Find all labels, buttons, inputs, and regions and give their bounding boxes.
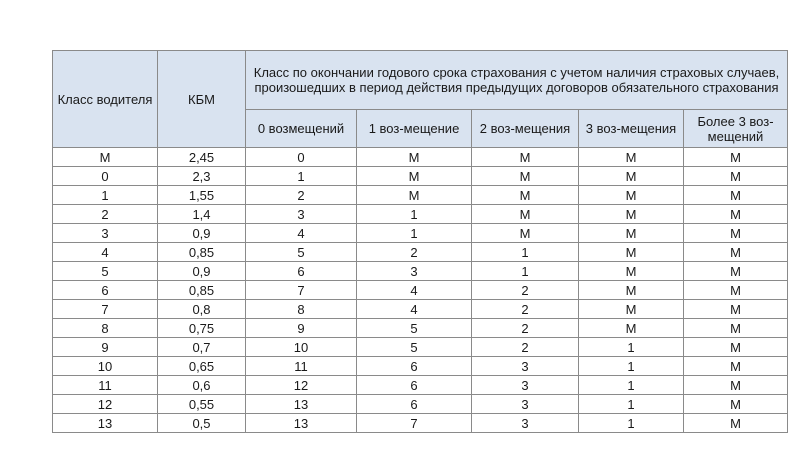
cell-1-claim: 2 bbox=[357, 243, 472, 262]
table-row bbox=[53, 243, 788, 262]
cell-kbm: 0,65 bbox=[158, 357, 246, 376]
cell-2-claims: М bbox=[472, 148, 579, 167]
cell-1-claim: 3 bbox=[357, 262, 472, 281]
cell-driver-class: 8 bbox=[53, 319, 158, 338]
cell-more-than-3-claims: М bbox=[684, 376, 788, 395]
table-body bbox=[53, 148, 788, 433]
cell-kbm: 2,3 bbox=[158, 167, 246, 186]
cell-driver-class: 9 bbox=[53, 338, 158, 357]
cell-2-claims: 2 bbox=[472, 281, 579, 300]
cell-more-than-3-claims: М bbox=[684, 319, 788, 338]
cell-kbm: 1,4 bbox=[158, 205, 246, 224]
cell-kbm: 0,5 bbox=[158, 414, 246, 433]
cell-0-claims: 13 bbox=[246, 414, 357, 433]
cell-0-claims: 10 bbox=[246, 338, 357, 357]
table-row bbox=[53, 376, 788, 395]
cell-2-claims: 1 bbox=[472, 243, 579, 262]
cell-3-claims: М bbox=[579, 262, 684, 281]
cell-2-claims: 3 bbox=[472, 414, 579, 433]
cell-more-than-3-claims: М bbox=[684, 395, 788, 414]
table-row bbox=[53, 281, 788, 300]
cell-2-claims: М bbox=[472, 167, 579, 186]
table-row bbox=[53, 167, 788, 186]
cell-2-claims: 1 bbox=[472, 262, 579, 281]
cell-more-than-3-claims: М bbox=[684, 281, 788, 300]
cell-1-claim: М bbox=[357, 148, 472, 167]
header-1-claim: 1 воз-мещение bbox=[357, 110, 472, 148]
cell-kbm: 2,45 bbox=[158, 148, 246, 167]
table-row bbox=[53, 186, 788, 205]
cell-more-than-3-claims: М bbox=[684, 262, 788, 281]
cell-3-claims: М bbox=[579, 186, 684, 205]
cell-0-claims: 6 bbox=[246, 262, 357, 281]
cell-more-than-3-claims: М bbox=[684, 357, 788, 376]
table-row bbox=[53, 224, 788, 243]
cell-1-claim: 5 bbox=[357, 319, 472, 338]
cell-3-claims: М bbox=[579, 167, 684, 186]
cell-kbm: 0,7 bbox=[158, 338, 246, 357]
cell-3-claims: 1 bbox=[579, 395, 684, 414]
table-row bbox=[53, 205, 788, 224]
cell-kbm: 0,55 bbox=[158, 395, 246, 414]
cell-more-than-3-claims: М bbox=[684, 224, 788, 243]
cell-2-claims: М bbox=[472, 186, 579, 205]
header-class-after-term: Класс по окончании годового срока страхования с учетом наличия страховых случаев, произошедших в период действия предыдущих договоров обязательного страхования bbox=[246, 51, 788, 110]
cell-driver-class: 7 bbox=[53, 300, 158, 319]
cell-1-claim: 1 bbox=[357, 205, 472, 224]
cell-3-claims: 1 bbox=[579, 338, 684, 357]
cell-more-than-3-claims: М bbox=[684, 205, 788, 224]
cell-2-claims: 2 bbox=[472, 300, 579, 319]
table-row bbox=[53, 338, 788, 357]
cell-2-claims: 3 bbox=[472, 357, 579, 376]
cell-0-claims: 5 bbox=[246, 243, 357, 262]
header-more-than-3-claims: Более 3 воз-мещений bbox=[684, 110, 788, 148]
cell-1-claim: М bbox=[357, 167, 472, 186]
cell-more-than-3-claims: М bbox=[684, 414, 788, 433]
cell-1-claim: 4 bbox=[357, 300, 472, 319]
cell-more-than-3-claims: М bbox=[684, 148, 788, 167]
cell-0-claims: 7 bbox=[246, 281, 357, 300]
cell-1-claim: 7 bbox=[357, 414, 472, 433]
cell-1-claim: М bbox=[357, 186, 472, 205]
cell-kbm: 0,85 bbox=[158, 281, 246, 300]
cell-0-claims: 3 bbox=[246, 205, 357, 224]
cell-kbm: 0,85 bbox=[158, 243, 246, 262]
cell-2-claims: М bbox=[472, 205, 579, 224]
cell-3-claims: М bbox=[579, 148, 684, 167]
cell-more-than-3-claims: М bbox=[684, 186, 788, 205]
table-row bbox=[53, 262, 788, 281]
cell-3-claims: М bbox=[579, 243, 684, 262]
cell-driver-class: 5 bbox=[53, 262, 158, 281]
cell-2-claims: 2 bbox=[472, 319, 579, 338]
cell-kbm: 0,9 bbox=[158, 224, 246, 243]
cell-more-than-3-claims: М bbox=[684, 300, 788, 319]
cell-driver-class: М bbox=[53, 148, 158, 167]
cell-driver-class: 4 bbox=[53, 243, 158, 262]
table-row bbox=[53, 148, 788, 167]
header-kbm: КБМ bbox=[158, 51, 246, 148]
cell-0-claims: 2 bbox=[246, 186, 357, 205]
cell-1-claim: 6 bbox=[357, 376, 472, 395]
cell-2-claims: 3 bbox=[472, 376, 579, 395]
table-row bbox=[53, 319, 788, 338]
cell-driver-class: 3 bbox=[53, 224, 158, 243]
cell-3-claims: М bbox=[579, 319, 684, 338]
cell-driver-class: 10 bbox=[53, 357, 158, 376]
cell-0-claims: 9 bbox=[246, 319, 357, 338]
cell-kbm: 1,55 bbox=[158, 186, 246, 205]
cell-3-claims: 1 bbox=[579, 414, 684, 433]
table-header bbox=[53, 51, 788, 148]
cell-1-claim: 6 bbox=[357, 395, 472, 414]
header-driver-class: Класс водителя bbox=[53, 51, 158, 148]
cell-driver-class: 11 bbox=[53, 376, 158, 395]
cell-driver-class: 0 bbox=[53, 167, 158, 186]
cell-2-claims: М bbox=[472, 224, 579, 243]
kbm-table bbox=[52, 50, 788, 433]
cell-2-claims: 3 bbox=[472, 395, 579, 414]
cell-driver-class: 13 bbox=[53, 414, 158, 433]
cell-kbm: 0,6 bbox=[158, 376, 246, 395]
cell-0-claims: 8 bbox=[246, 300, 357, 319]
cell-1-claim: 1 bbox=[357, 224, 472, 243]
table-row bbox=[53, 357, 788, 376]
header-2-claims: 2 воз-мещения bbox=[472, 110, 579, 148]
cell-3-claims: М bbox=[579, 224, 684, 243]
cell-1-claim: 6 bbox=[357, 357, 472, 376]
cell-driver-class: 1 bbox=[53, 186, 158, 205]
table-row bbox=[53, 395, 788, 414]
cell-1-claim: 5 bbox=[357, 338, 472, 357]
table-row bbox=[53, 414, 788, 433]
cell-driver-class: 12 bbox=[53, 395, 158, 414]
cell-driver-class: 2 bbox=[53, 205, 158, 224]
cell-0-claims: 11 bbox=[246, 357, 357, 376]
cell-3-claims: 1 bbox=[579, 376, 684, 395]
cell-0-claims: 13 bbox=[246, 395, 357, 414]
cell-3-claims: М bbox=[579, 205, 684, 224]
header-0-claims: 0 возмещений bbox=[246, 110, 357, 148]
cell-more-than-3-claims: М bbox=[684, 167, 788, 186]
cell-3-claims: М bbox=[579, 281, 684, 300]
cell-0-claims: 1 bbox=[246, 167, 357, 186]
cell-more-than-3-claims: М bbox=[684, 338, 788, 357]
cell-3-claims: М bbox=[579, 300, 684, 319]
cell-2-claims: 2 bbox=[472, 338, 579, 357]
cell-kbm: 0,75 bbox=[158, 319, 246, 338]
cell-0-claims: 0 bbox=[246, 148, 357, 167]
cell-1-claim: 4 bbox=[357, 281, 472, 300]
cell-more-than-3-claims: М bbox=[684, 243, 788, 262]
cell-0-claims: 4 bbox=[246, 224, 357, 243]
header-3-claims: 3 воз-мещения bbox=[579, 110, 684, 148]
cell-kbm: 0,8 bbox=[158, 300, 246, 319]
cell-3-claims: 1 bbox=[579, 357, 684, 376]
table-row bbox=[53, 300, 788, 319]
cell-0-claims: 12 bbox=[246, 376, 357, 395]
cell-kbm: 0,9 bbox=[158, 262, 246, 281]
cell-driver-class: 6 bbox=[53, 281, 158, 300]
